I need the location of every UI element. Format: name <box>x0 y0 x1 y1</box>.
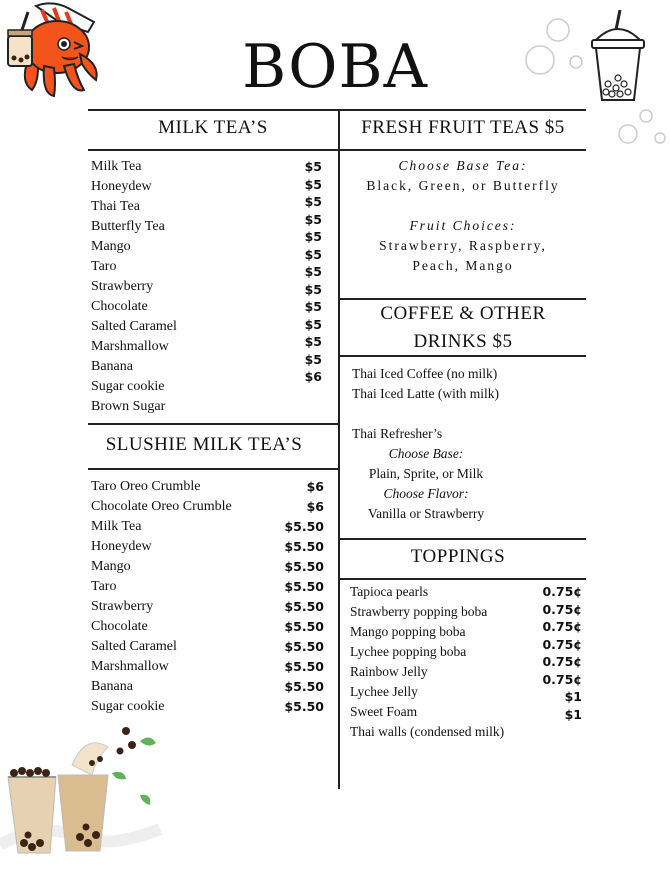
list-item: Banana <box>91 359 133 374</box>
milk-tea-list <box>91 157 177 417</box>
list-item: Chocolate Oreo Crumble <box>91 499 232 514</box>
price: 0.75¢ <box>542 619 582 634</box>
price: $6 <box>306 499 324 514</box>
list-item: Taro <box>91 579 117 594</box>
list-item: Mango <box>91 239 131 254</box>
slushie-prices <box>272 477 324 717</box>
divider <box>88 468 340 470</box>
price: $5.50 <box>284 659 324 674</box>
divider <box>88 423 340 425</box>
list-item: Strawberry <box>91 279 154 294</box>
choose-base-label: Choose Base: <box>388 446 464 461</box>
divider <box>338 538 586 540</box>
milk-tea-prices <box>290 158 322 386</box>
price: $5 <box>304 334 322 349</box>
list-item: Rainbow Jelly <box>350 664 428 679</box>
list-item: Thai Tea <box>91 199 140 214</box>
price: $1 <box>564 706 582 722</box>
price: $5 <box>304 176 322 192</box>
list-item: Milk Tea <box>91 519 142 534</box>
divider <box>88 149 586 151</box>
list-item: Mango popping boba <box>350 624 466 639</box>
list-item: Lychee popping boba <box>350 644 467 659</box>
list-item: Taro <box>91 259 117 274</box>
coffee-list <box>352 364 499 444</box>
slushie-list <box>91 477 232 717</box>
price: 0.75¢ <box>542 636 582 652</box>
list-item: Strawberry popping boba <box>350 604 488 619</box>
price: $6 <box>306 479 324 494</box>
fruit-options-line1: Strawberry, Raspberry, <box>379 238 547 253</box>
price: $6 <box>304 369 322 384</box>
price: 0.75¢ <box>542 601 582 617</box>
list-item: Salted Caramel <box>91 319 177 334</box>
toppings-prices <box>530 583 582 723</box>
price: $5 <box>304 211 322 227</box>
price: $5 <box>304 299 322 314</box>
price: $5.50 <box>284 579 324 594</box>
toppings-heading: TOPPINGS <box>410 546 506 567</box>
price: $5 <box>304 316 322 332</box>
price: $5 <box>304 159 322 174</box>
list-item: Banana <box>91 679 133 694</box>
list-item: Thai Iced Coffee (no milk) <box>352 366 498 381</box>
price: $5 <box>304 264 322 279</box>
list-item: Lychee Jelly <box>350 684 418 699</box>
coffee-heading <box>340 300 586 356</box>
milk-tea-heading: MILK TEA’S <box>158 117 268 138</box>
price: $5.50 <box>284 619 324 634</box>
list-item: Tapioca pearls <box>350 584 429 599</box>
list-item: Thai walls (condensed milk) <box>350 724 505 739</box>
base-tea-label: Choose Base Tea: <box>398 158 528 173</box>
list-item: Honeydew <box>91 539 152 554</box>
list-item: Chocolate <box>91 299 148 314</box>
price: $5.50 <box>284 519 324 534</box>
base-options: Plain, Sprite, or Milk <box>368 466 484 481</box>
list-item: Strawberry <box>91 599 154 614</box>
fruit-teas-heading: FRESH FRUIT TEAS $5 <box>361 117 565 138</box>
price: $5.50 <box>284 539 324 554</box>
fruit-teas-details <box>340 156 586 276</box>
page-title: BOBA <box>242 32 428 102</box>
list-item: Sweet Foam <box>350 704 418 719</box>
price: $5 <box>304 229 322 244</box>
choose-flavor-label: Choose Flavor: <box>383 486 469 501</box>
divider <box>338 578 586 580</box>
price: $5 <box>304 246 322 262</box>
list-item: Salted Caramel <box>91 639 177 654</box>
list-item: Taro Oreo Crumble <box>91 479 201 494</box>
price: 0.75¢ <box>542 654 582 669</box>
price: $5.50 <box>284 699 324 714</box>
price: $5 <box>304 194 322 209</box>
flavor-options: Vanilla or Strawberry <box>367 506 485 521</box>
refresher-label: Thai Refresher’s <box>352 426 443 441</box>
toppings-list <box>350 582 504 742</box>
list-item: Milk Tea <box>91 159 142 174</box>
price: $5.50 <box>284 559 324 574</box>
boba-drinks-illustration <box>0 725 165 874</box>
list-item: Chocolate <box>91 619 148 634</box>
price: $5 <box>304 281 322 297</box>
divider <box>88 109 586 111</box>
list-item: Mango <box>91 559 131 574</box>
list-item: Marshmallow <box>91 659 169 674</box>
list-item: Thai Iced Latte (with milk) <box>352 386 499 401</box>
fruit-choices-label: Fruit Choices: <box>409 218 517 233</box>
price: $5.50 <box>284 599 324 614</box>
base-tea-options: Black, Green, or Butterfly <box>366 178 560 193</box>
price: $5 <box>304 351 322 367</box>
list-item: Honeydew <box>91 179 152 194</box>
list-item: Marshmallow <box>91 339 169 354</box>
price: $5.50 <box>284 639 324 654</box>
list-item: Sugar cookie <box>91 379 165 394</box>
coffee-heading-line1: COFFEE & OTHER <box>380 303 546 324</box>
fruit-options-line2: Peach, Mango <box>412 258 514 273</box>
slushie-heading: SLUSHIE MILK TEA’S <box>105 434 303 455</box>
list-item: Brown Sugar <box>91 399 166 414</box>
price: $5.50 <box>284 679 324 694</box>
list-item: Butterfly Tea <box>91 219 165 234</box>
price: $1 <box>564 689 582 704</box>
price: 0.75¢ <box>542 584 582 599</box>
coffee-heading-line2: DRINKS $5 <box>413 331 513 352</box>
refresher-options <box>340 444 512 524</box>
list-item: Sugar cookie <box>91 699 165 714</box>
price: 0.75¢ <box>542 671 582 687</box>
